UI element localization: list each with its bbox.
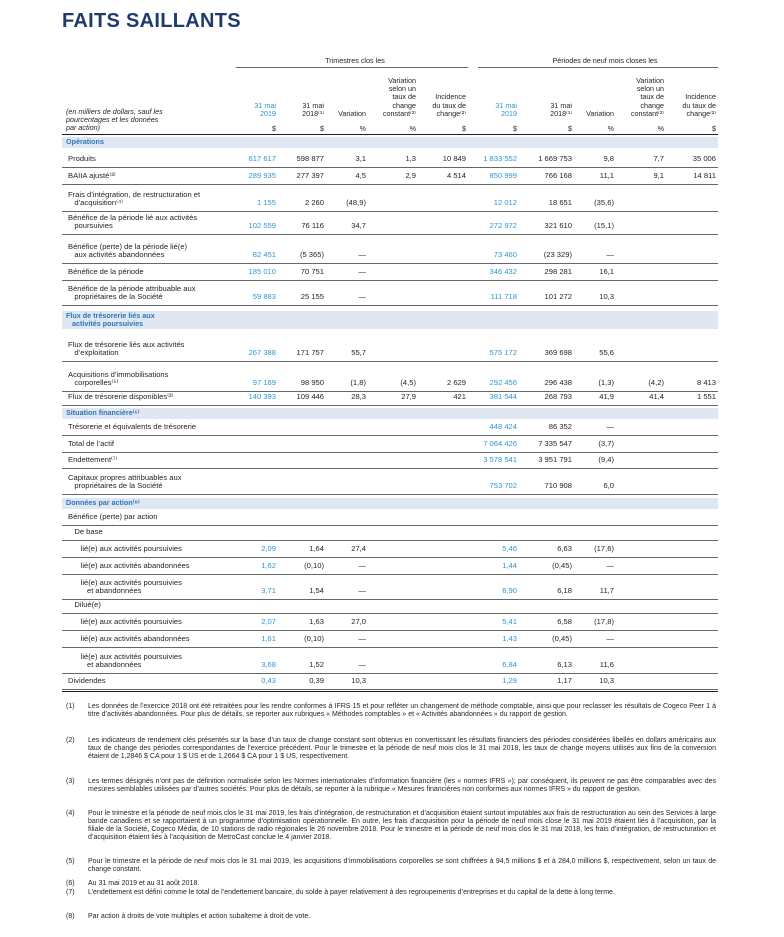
row-label: Bénéfice (perte) de la période lié(e) aux activités abandonnées [68,241,188,260]
table-cell: 101 272 [544,292,572,302]
table-cell: 2,9 [405,171,416,181]
table-cell: (48,9) [346,198,366,208]
table-cell: 448 424 [489,422,517,432]
table-cell: 346 432 [489,267,517,277]
table-cell: 7 335 547 [538,439,572,449]
table-cell: 267 388 [248,348,276,358]
footnote-text: Par action à droits de vote multiples et action subalterne à droit de vote. [88,913,311,920]
table-cell: 5,41 [502,617,517,627]
table-cell: 25 155 [300,292,324,302]
table-cell: 6,58 [557,617,572,627]
table-row [62,0,718,686]
row-label: lié(e) aux activités abandonnées [68,561,190,571]
table-cell: 109 446 [296,392,324,402]
table-cell: 1 155 [256,198,276,208]
table-cell: (35,6) [594,198,614,208]
table-cell: — [358,250,366,260]
table-cell: 1,43 [502,634,517,644]
table-cell: (17,6) [594,544,614,554]
table-cell: 6,0 [603,481,614,491]
row-label: Trésorerie et équivalents de trésorerie [68,422,197,432]
table-cell: 14 811 [693,171,716,181]
table-cell: (1,8) [350,378,366,388]
row-label: De base [68,527,103,537]
table-cell: 2,07 [261,617,276,627]
table-cell: — [358,267,366,277]
column-header: Incidence du taux de change⁽²⁾ [432,92,466,118]
table-cell: 598 877 [296,154,324,164]
table-cell: — [606,634,614,644]
column-unit: $ [462,124,466,133]
table-cell: (4,5) [400,378,416,388]
table-cell: — [358,292,366,302]
row-label: Bénéfice (perte) par action [68,512,158,522]
table-cell: 1,29 [502,676,517,686]
table-cell: — [358,660,366,670]
footnote-number: (5) [66,858,75,865]
row-label: Dilué(e) [68,600,101,610]
table-cell: 1,3 [405,154,416,164]
table-cell: 185 010 [248,267,276,277]
table-cell: — [606,250,614,260]
footnote-number: (6) [66,880,75,887]
table-cell: 3,71 [261,586,276,596]
section-title: Opérations [66,137,104,146]
table-cell: 7 064 426 [483,439,517,449]
table-cell: 3,1 [355,154,366,164]
column-header: 31 mai 2018⁽¹⁾ [550,100,572,118]
row-divider [62,689,718,690]
table-cell: (23 329) [543,250,572,260]
footnote-text: Les données de l’exercice 2018 ont été retraitées pour les rendre conformes à IFRS 15 et pour refléter un changement de méthode comptable, ainsi que pour reclasser les résultats de Cogeco Peer 1 à titre d’activités abandonnées. Pour plus de détails, se reporter aux rubriques « Méthodes comptables » et « Activités abandonnées » du rapport de gestion. [88,703,716,719]
table-cell: 3 951 791 [538,455,572,465]
table-cell: 1,61 [261,634,276,644]
column-unit: % [409,124,416,133]
row-label: Bénéfice de la période [68,267,144,277]
column-header: Variation selon un taux de change constant⁽²⁾ [382,76,416,118]
row-label: Capitaux propres attribuables aux propriétaires de la Société [68,472,182,491]
table-cell: — [358,586,366,596]
table-cell: 3,68 [261,660,276,670]
column-unit: $ [568,124,572,133]
table-cell: 1,52 [309,660,324,670]
table-cell: 289 935 [248,171,276,181]
table-cell: 272 972 [489,221,517,231]
table-cell: 753 702 [489,481,517,491]
table-cell: 268 793 [544,392,572,402]
table-cell: 1,62 [261,561,276,571]
table-cell: 12 012 [493,198,517,208]
column-unit: $ [513,124,517,133]
row-label: lié(e) aux activités poursuivies et abandonnées [80,577,182,596]
table-cell: — [358,561,366,571]
row-label: Endettement⁽⁷⁾ [68,455,118,465]
table-cell: 8 413 [696,378,716,388]
column-unit: % [607,124,614,133]
row-label: Acquisitions d’immobilisations corporelles⁽⁵⁾ [68,369,169,388]
footnote-number: (8) [66,913,75,920]
table-cell: 7,7 [653,154,664,164]
table-cell: 27,0 [351,617,366,627]
table-cell: 11,7 [599,586,614,596]
table-cell: (0,10) [304,561,324,571]
footnote-text: L’endettement est défini comme le total de l’endettement bancaire, du solde à payer relativement à des regroupements d’entreprises et du capital de la dette à long terme. [88,889,615,896]
footnote-number: (1) [66,703,75,710]
table-cell: 2 629 [446,378,466,388]
table-cell: 4 514 [446,171,466,181]
row-label: Total de l’actif [68,439,115,449]
table-cell: 10,3 [599,292,614,302]
table-cell: 102 559 [248,221,276,231]
page-title: FAITS SAILLANTS [62,10,241,32]
table-cell: (5 365) [299,250,324,260]
table-cell: 98 950 [300,378,324,388]
row-label: Dividendes [68,676,106,686]
table-cell: 6,90 [502,586,517,596]
footnote-text: Pour le trimestre et la période de neuf mois clos le 31 mai 2019, les acquisitions d’immobilisations corporelles se sont chiffrées à 94,5 millions $ et à 284,0 millions $, respectivement, selon un taux de change constant. [88,858,716,874]
table-cell: 0,39 [309,676,324,686]
table-cell: 9,8 [603,154,614,164]
table-cell: 111 718 [490,292,517,302]
table-cell: 9,1 [653,171,664,181]
table-cell: 6,84 [502,660,517,670]
table-cell: 41,9 [599,392,614,402]
table-cell: 321 610 [544,221,572,231]
table-cell: (15,1) [594,221,614,231]
row-label: BAIIA ajusté⁽³⁾ [68,171,116,181]
row-label: Bénéfice de la période attribuable aux propriétaires de la Société [68,283,196,302]
table-cell: 97 169 [252,378,276,388]
table-cell: 11,1 [599,171,614,181]
table-cell: (0,45) [552,561,572,571]
table-cell: (17,8) [594,617,614,627]
table-cell: 296 438 [544,378,572,388]
table-cell: 575 172 [489,348,517,358]
table-cell: 73 460 [493,250,517,260]
footnote-text: Pour le trimestre et la période de neuf mois clos le 31 mai 2019, les frais d’intégration, de restructuration et d’acquisition étaient surtout imputables aux frais de restructuration au sein des Services à large bande canadiens et se rapportaient à un programme d’optimisation opérationnelle. En outre, les frais d’acquisition pour la période de neuf mois close le 31 mai 2019 étaient liés à l’acquisition, par la filiale de la Société, Cogeco Média, de 10 stations de radio régionales le 26 novembre 2018. Pour le trimestre et la période de neuf mois clos le 31 mai 2018, les frais d’intégration, de restructuration et d’acquisition étaient liés à l’acquisition de MetroCast conclue le 4 janvier 2018. [88,810,716,842]
table-cell: — [606,561,614,571]
row-label: lié(e) aux activités abandonnées [68,634,190,644]
column-header: 31 mai 2019 [254,100,276,118]
footnote-text: Les termes désignés n’ont pas de définition normalisée selon les Normes internationales d’information financière (les « normes IFRS »); par conséquent, ils peuvent ne pas être comparables avec des mesures semblables utilisées par d’autres sociétés. Pour plus de détails, se reporter à la rubrique « Mesures financières non conformes aux normes IFRS » du rapport de gestion. [88,778,716,794]
table-cell: 1,44 [502,561,517,571]
row-label: lié(e) aux activités poursuivies [68,544,182,554]
column-header: Variation selon un taux de change constant⁽²⁾ [630,76,664,118]
table-cell: 298 281 [544,267,572,277]
table-cell: 10,3 [351,676,366,686]
table-cell: 70 751 [300,267,324,277]
table-cell: 421 [453,392,466,402]
table-cell: (4,2) [648,378,664,388]
column-unit: $ [712,124,716,133]
table-cell: 4,5 [355,171,366,181]
footnote-number: (7) [66,889,75,896]
table-cell: 850 999 [489,171,517,181]
nine-months-group-header: Périodes de neuf mois closes les [552,56,658,65]
table-cell: 18 651 [548,198,572,208]
table-bottom-rule [62,691,718,692]
table-cell: 2,09 [261,544,276,554]
table-cell: 11,6 [599,660,614,670]
table-cell: (0,45) [552,634,572,644]
table-cell: 1,54 [309,586,324,596]
table-cell: 1,64 [309,544,324,554]
table-cell: 55,6 [599,348,614,358]
row-label: Flux de trésorerie disponibles⁽³⁾ [68,392,174,402]
table-cell: (9,4) [598,455,614,465]
table-cell: 766 168 [544,171,572,181]
table-cell: — [358,634,366,644]
column-header: Variation [338,108,366,118]
table-cell: — [606,422,614,432]
footnote-number: (3) [66,778,75,785]
table-cell: 171 757 [296,348,324,358]
table-cell: 16,1 [599,267,614,277]
table-cell: 277 397 [296,171,324,181]
table-cell: 6,18 [557,586,572,596]
table-cell: 35 006 [692,154,716,164]
table-cell: 55,7 [351,348,366,358]
table-cell: 59 883 [252,292,276,302]
table-cell: 1 551 [696,392,716,402]
column-unit: % [359,124,366,133]
quarters-group-header: Trimestres clos les [325,56,385,65]
table-cell: 381 544 [489,392,517,402]
table-cell: 369 698 [544,348,572,358]
table-cell: 710 908 [544,481,572,491]
column-header: 31 mai 2018⁽¹⁾ [302,100,324,118]
row-label: Produits [68,154,96,164]
table-cell: 617 617 [248,154,276,164]
table-cell: 1 833 552 [483,154,517,164]
row-label: lié(e) aux activités poursuivies et abandonnées [80,651,182,670]
row-label: lié(e) aux activités poursuivies [68,617,182,627]
section-title: Données par action⁽⁸⁾ [66,498,140,507]
table-cell: 3 578 541 [483,455,517,465]
table-cell: 6,63 [557,544,572,554]
table-cell: (1,3) [598,378,614,388]
table-cell: 82 451 [252,250,276,260]
table-cell: 292 456 [489,378,517,388]
table-cell: (3,7) [598,439,614,449]
table-cell: 28,3 [351,392,366,402]
row-label: Bénéfice de la période lié aux activités poursuivies [68,212,198,231]
section-title: Flux de trésorerie liés aux activités poursuivies [66,311,155,328]
table-cell: 1 669 753 [538,154,572,164]
table-cell: 41,4 [649,392,664,402]
column-unit: % [657,124,664,133]
table-cell: 10,3 [599,676,614,686]
table-cell: (0,10) [304,634,324,644]
row-label: Flux de trésorerie liés aux activités d’exploitation [68,339,185,358]
row-label: Frais d’intégration, de restructuration et d’acquisition⁽⁴⁾ [68,189,201,208]
column-header: Variation [586,108,614,118]
table-cell: 27,9 [401,392,416,402]
column-header: Incidence du taux de change⁽²⁾ [682,92,716,118]
table-cell: 1,63 [309,617,324,627]
table-cell: 1,17 [557,676,572,686]
footnote-text: Les indicateurs de rendement clés présentés sur la base d’un taux de change constant sont obtenus en convertissant les résultats financiers des périodes considérées libellés en dollars américains aux taux de change des périodes correspondantes de l’exercice précédent. Pour le trimestre et la période de neuf mois clos le 31 mai 2018, les taux de change moyens utilisés aux fins de la conversion étaient de 1,2846 $ CA pour 1 $ US et de 1,2664 $ CA pour 1 $ US, respectivement. [88,737,716,761]
section-title: Situation financière⁽⁶⁾ [66,408,140,417]
table-cell: 0,43 [261,676,276,686]
table-cell: 5,46 [502,544,517,554]
table-cell: 2 260 [304,198,324,208]
table-cell: 76 116 [301,221,324,231]
column-header: 31 mai 2019 [495,100,517,118]
table-cell: 34,7 [351,221,366,231]
footnote-text: Au 31 mai 2019 et au 31 août 2018. [88,880,200,887]
units-note: (en milliers de dollars, sauf les pourcentages et les données par action) [66,107,163,133]
table-cell: 6,13 [557,660,572,670]
table-cell: 10 849 [442,154,466,164]
column-unit: $ [272,124,276,133]
footnote-number: (4) [66,810,75,817]
table-cell: 140 393 [248,392,276,402]
table-cell: 86 352 [548,422,572,432]
column-unit: $ [320,124,324,133]
footnote-number: (2) [66,737,75,744]
table-cell: 27,4 [351,544,366,554]
